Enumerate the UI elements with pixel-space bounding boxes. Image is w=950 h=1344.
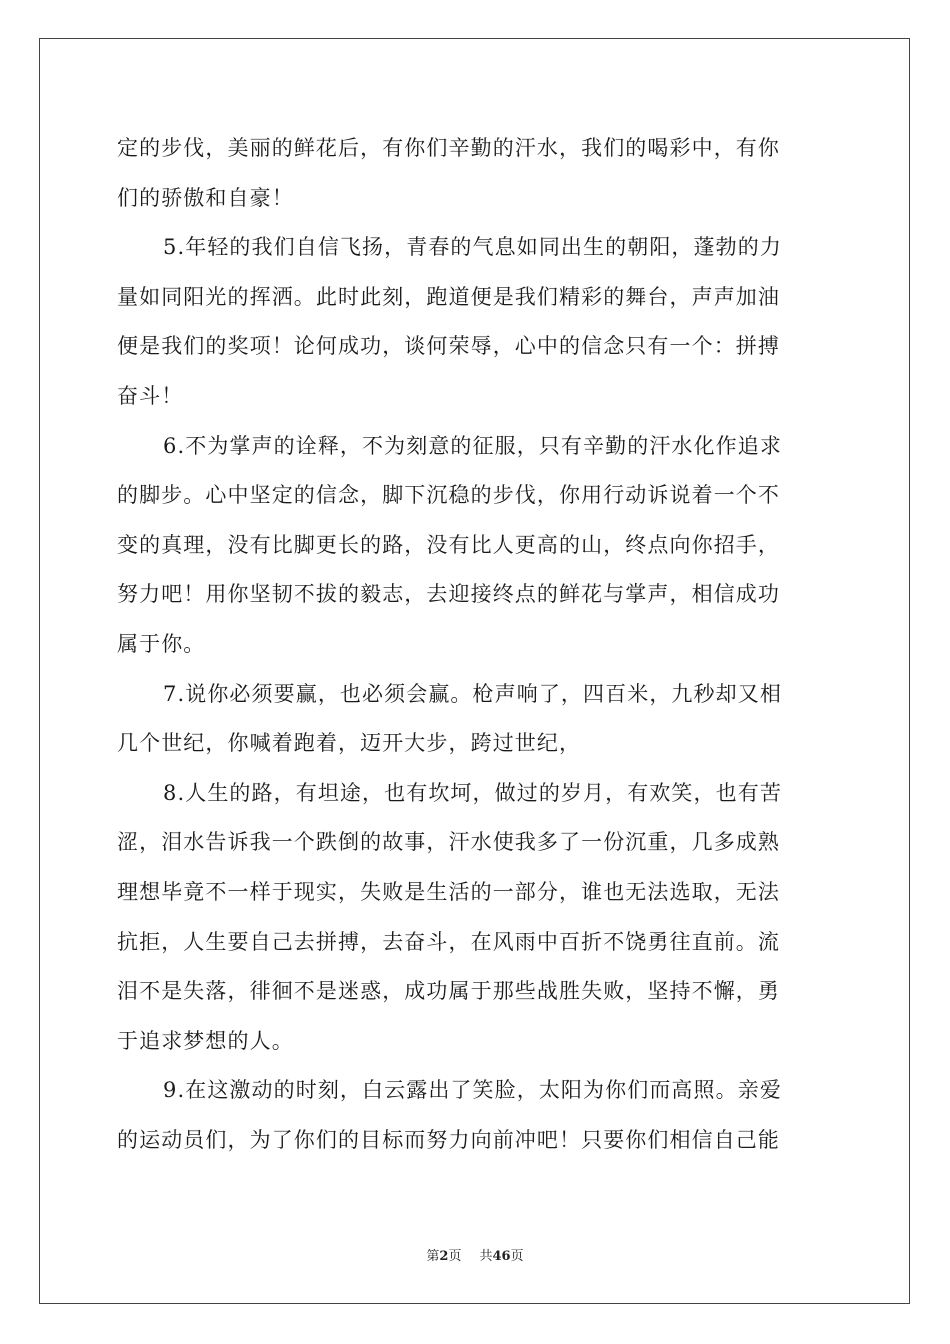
text-line: 们的骄傲和自豪！: [117, 185, 294, 210]
text-line: 抗拒，人生要自己去拼搏，去奋斗，在风雨中百折不饶勇往直前。流: [117, 929, 780, 954]
paragraph-start: 8.人生的路，有坦途，也有坎坷，做过的岁月，有欢笑，也有苦: [163, 780, 782, 805]
text-line: 于追求梦想的人。: [117, 1028, 294, 1053]
total-suffix: 页: [510, 1249, 524, 1264]
text-line: 涩，泪水告诉我一个跌倒的故事，汗水使我多了一份沉重，几多成熟: [117, 830, 780, 855]
page-number: 2: [439, 1249, 449, 1264]
text-line: 定的步伐，美丽的鲜花后，有你们辛勤的汗水，我们的喝彩中，有你: [117, 136, 780, 160]
paragraph-start: 5.年轻的我们自信飞扬，青春的气息如同出生的朝阳，蓬勃的力: [163, 235, 782, 260]
total-pages: 46: [492, 1249, 511, 1264]
paragraph-start: 9.在这激动的时刻，白云露出了笑脸，太阳为你们而高照。亲爱: [163, 1078, 782, 1103]
text-line: 量如同阳光的挥洒。此时此刻，跑道便是我们精彩的舞台，声声加油: [117, 284, 780, 309]
text-line: 的运动员们，为了你们的目标而努力向前冲吧！只要你们相信自己能: [117, 1127, 780, 1152]
page-footer: [0, 1245, 950, 1264]
text-line: 几个世纪，你喊着跑着，迈开大步，跨过世纪，: [117, 731, 582, 756]
text-line: 泪不是失落，徘徊不是迷惑，成功属于那些战胜失败，坚持不懈，勇: [117, 979, 780, 1004]
paragraph-start: 7.说你必须要赢，也必须会赢。枪声响了，四百米，九秒却又相: [163, 681, 782, 706]
text-line: 便是我们的奖项！论何成功，谈何荣辱，心中的信念只有一个：拼搏: [117, 334, 780, 359]
document-body: [117, 124, 835, 1165]
text-line: 属于你。: [117, 631, 206, 656]
text-line: 奋斗！: [117, 383, 184, 408]
page-suffix: 页: [448, 1249, 462, 1264]
page-prefix: 第: [426, 1249, 440, 1264]
paragraph-start: 6.不为掌声的诠释，不为刻意的征服，只有辛勤的汗水化作追求: [163, 433, 782, 458]
text-line: 理想毕竟不一样于现实，失败是生活的一部分，谁也无法选取，无法: [117, 879, 780, 904]
text-line: 努力吧！用你坚韧不拔的毅志，去迎接终点的鲜花与掌声，相信成功: [117, 582, 780, 607]
text-line: 的脚步。心中坚定的信念，脚下沉稳的步伐，你用行动诉说着一个不: [117, 483, 780, 508]
text-line: 变的真理，没有比脚更长的路，没有比人更高的山，终点向你招手，: [117, 532, 780, 557]
total-prefix: 共: [479, 1249, 493, 1264]
